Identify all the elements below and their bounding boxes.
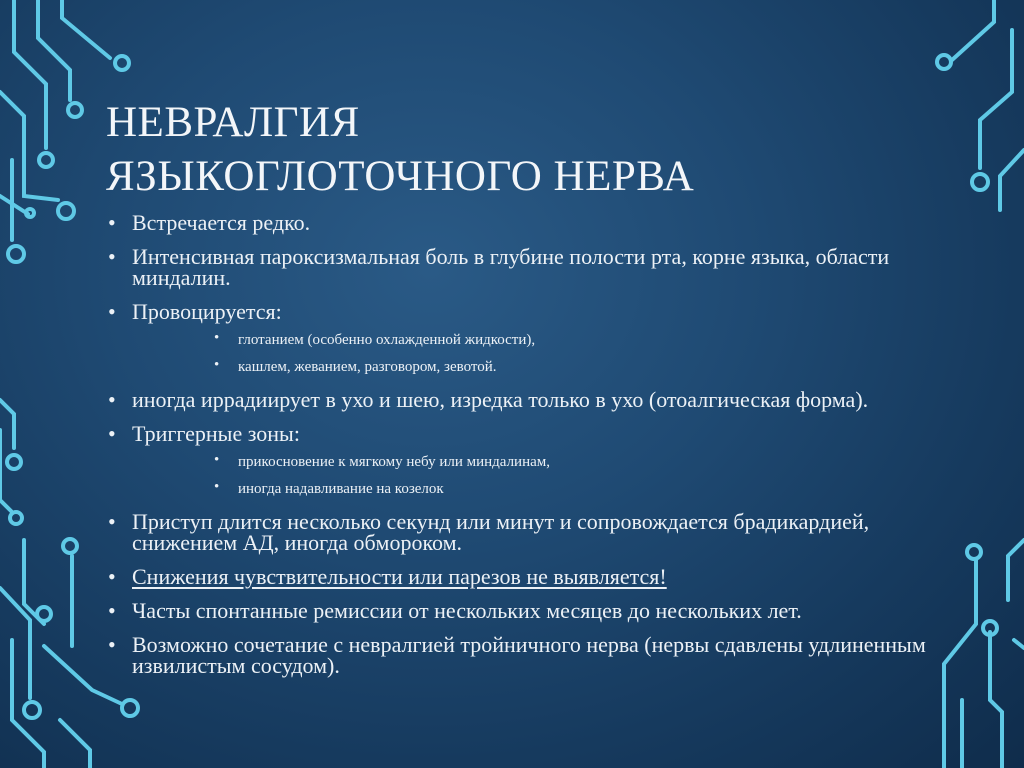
bullet-text: Встречается редко. [132, 210, 311, 235]
slide-content [106, 96, 936, 689]
bullet-text: иногда иррадиирует в ухо и шею, изредка только в ухо (отоалгическая форма). [132, 387, 869, 412]
title-line-1: НЕВРАЛГИЯ [106, 99, 360, 146]
sub-bullet-item: • иногда надавливание на козелок [212, 480, 936, 498]
sub-bullet-list [212, 453, 936, 498]
bullet-text: Возможно сочетание с невралгией тройничного нерва (нервы сдавлены удлиненным извилистым сосудом). [132, 632, 926, 678]
bullet-item [106, 566, 936, 587]
title-line-2: ЯЗЫКОГЛОТОЧНОГО НЕРВА [106, 153, 695, 200]
bullet-item [106, 600, 936, 621]
bullet-text: Приступ длится несколько секунд или минут и сопровождается брадикардией, снижением АД, иногда обмороком. [132, 509, 870, 555]
slide-title [106, 96, 936, 204]
bullet-item [106, 511, 936, 553]
bullet-item [106, 212, 936, 233]
sub-bullet-item: • прикосновение к мягкому небу или миндалинам, [212, 453, 936, 471]
sub-bullet-list [212, 331, 936, 376]
bullet-item [106, 246, 936, 288]
bullet-text: Часты спонтанные ремиссии от нескольких месяцев до нескольких лет. [132, 598, 802, 623]
sub-bullet-item: • кашлем, жеванием, разговором, зевотой. [212, 358, 936, 376]
bullet-list [106, 212, 936, 676]
sub-bullet-item: • глотанием (особенно охлажденной жидкости), [212, 331, 936, 349]
bullet-text: Провоцируется: [132, 299, 282, 324]
bullet-item [106, 634, 936, 676]
bullet-item [106, 389, 936, 410]
bullet-item [106, 301, 936, 376]
bullet-text: Триггерные зоны: [132, 421, 300, 446]
bullet-text-underlined: Снижения чувствительности или парезов не выявляется! [132, 564, 667, 589]
bullet-text: Интенсивная пароксизмальная боль в глубине полости рта, корне языка, области миндалин. [132, 244, 890, 290]
bullet-item [106, 423, 936, 498]
